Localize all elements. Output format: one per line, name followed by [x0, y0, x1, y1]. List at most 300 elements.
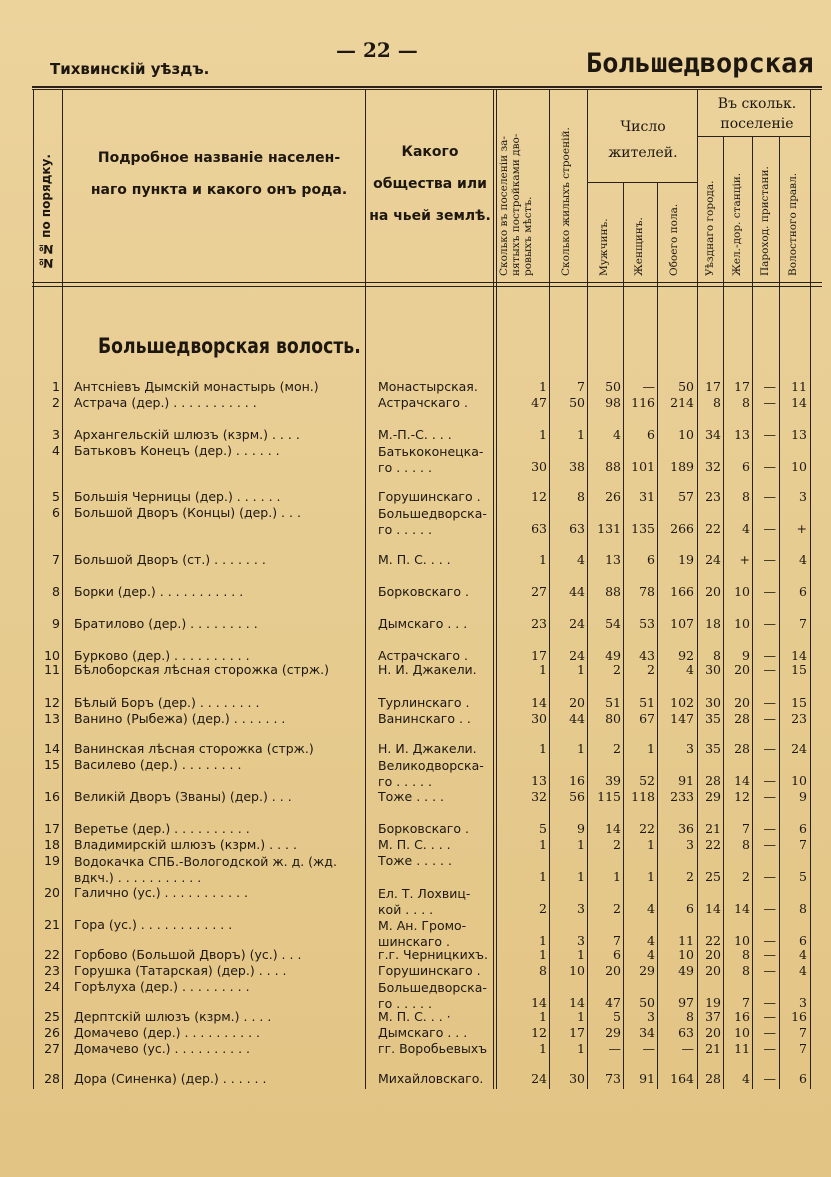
row-cell-m: 7	[613, 933, 621, 948]
row-cell-d4: 6	[799, 584, 807, 599]
row-cell-h: 1	[539, 1009, 547, 1024]
row-cell-m: 2	[613, 837, 621, 852]
row-cell-h: 1	[539, 741, 547, 756]
row-number: 7	[52, 552, 60, 567]
row-cell-d3: —	[763, 933, 776, 948]
row-cell-d4: 13	[791, 427, 807, 442]
row-cell-t: 2	[686, 869, 694, 884]
row-cell-d1: 30	[705, 662, 721, 677]
row-cell-w: 6	[647, 427, 655, 442]
row-cell-t: 166	[670, 584, 694, 599]
row-place-name: Бурково (дер.) . . . . . . . . . .	[74, 649, 250, 663]
row-cell-d1: 34	[705, 427, 721, 442]
row-cell-d3: —	[763, 662, 776, 677]
row-number: 26	[44, 1025, 60, 1040]
row-cell-d2: 28	[734, 711, 750, 726]
row-cell-d3: —	[763, 1025, 776, 1040]
row-number: 6	[52, 505, 60, 520]
row-cell-d1: 14	[705, 901, 721, 916]
row-cell-d3: —	[763, 711, 776, 726]
row-cell-t: 3	[686, 741, 694, 756]
row-cell-t: 214	[670, 395, 694, 410]
row-cell-h: 30	[531, 711, 547, 726]
row-cell-b: 38	[569, 459, 585, 474]
row-cell-d2: 8	[742, 489, 750, 504]
row-cell-m: 39	[605, 773, 621, 788]
row-cell-d2: +	[739, 552, 750, 567]
row-cell-m: 2	[613, 741, 621, 756]
row-society: Н. И. Джакели.	[378, 742, 477, 756]
row-cell-b: 16	[569, 773, 585, 788]
row-society: Михайловскаго.	[378, 1072, 484, 1086]
row-cell-t: 36	[678, 821, 694, 836]
row-cell-t: 11	[678, 933, 694, 948]
row-number: 14	[44, 741, 60, 756]
row-cell-d3: —	[763, 552, 776, 567]
row-cell-d3: —	[763, 695, 776, 710]
row-society: Монастырская.	[378, 380, 478, 394]
row-cell-t: 63	[678, 1025, 694, 1040]
row-cell-h: 1	[539, 837, 547, 852]
row-cell-d3: —	[763, 773, 776, 788]
row-cell-d2: 8	[742, 395, 750, 410]
row-number: 11	[44, 662, 60, 677]
row-cell-h: 17	[531, 648, 547, 663]
row-society: Борковскаго .	[378, 585, 469, 599]
row-cell-w: 29	[639, 963, 655, 978]
county-title: Тихвинскій уѣздъ.	[50, 60, 210, 78]
row-cell-m: 4	[613, 427, 621, 442]
row-cell-w: 4	[647, 901, 655, 916]
row-cell-b: 1	[577, 1041, 585, 1056]
row-place-name: Ванино (Рыбежа) (дер.) . . . . . . .	[74, 712, 286, 726]
col-name-header: Подробное названіе населен- наго пункта и какого онъ рода.	[90, 150, 348, 198]
row-cell-w: 43	[639, 648, 655, 663]
row-number: 10	[44, 648, 60, 663]
row-cell-d2: 7	[742, 821, 750, 836]
row-cell-d3: —	[763, 1009, 776, 1024]
row-cell-h: 1	[539, 933, 547, 948]
row-cell-m: 13	[605, 552, 621, 567]
row-cell-b: 1	[577, 1009, 585, 1024]
col-dist-volost-header: Волостного правл.	[787, 172, 799, 276]
row-society: М. П. С. . . .	[378, 553, 451, 567]
col-women-header: Женщинъ.	[633, 217, 645, 276]
row-cell-d1: 24	[705, 552, 721, 567]
row-cell-h: 27	[531, 584, 547, 599]
row-number: 20	[44, 885, 60, 900]
row-cell-w: 1	[647, 837, 655, 852]
row-place-name: Дерптскій шлюзъ (кзрм.) . . . .	[74, 1010, 272, 1024]
row-cell-d3: —	[763, 489, 776, 504]
row-number: 9	[52, 616, 60, 631]
row-cell-h: 1	[539, 552, 547, 567]
row-cell-d1: 28	[705, 773, 721, 788]
row-society: Великодворска- го . . . . .	[378, 758, 484, 789]
row-cell-w: 118	[631, 789, 655, 804]
row-society: Большедворска- го . . . . .	[378, 506, 487, 537]
row-cell-m: 88	[605, 584, 621, 599]
col-dist-pier-header: Пароход. пристани.	[759, 166, 771, 276]
row-cell-h: 1	[539, 379, 547, 394]
row-cell-b: 44	[569, 711, 585, 726]
row-cell-b: 17	[569, 1025, 585, 1040]
row-cell-d4: 11	[791, 379, 807, 394]
row-place-name: Дора (Синенка) (дер.) . . . . . .	[74, 1072, 267, 1086]
row-cell-d1: 20	[705, 1025, 721, 1040]
row-cell-d4: 14	[791, 648, 807, 663]
row-cell-d1: 20	[705, 963, 721, 978]
row-cell-d2: 20	[734, 662, 750, 677]
row-society: Тоже . . . .	[378, 790, 445, 804]
page-number: — 22 —	[336, 38, 418, 62]
volost-title: Большедворская	[586, 48, 814, 79]
row-society: Астрачскаго .	[378, 649, 468, 663]
row-cell-w: 78	[639, 584, 655, 599]
row-cell-w: 50	[639, 995, 655, 1010]
row-cell-h: 1	[539, 869, 547, 884]
row-cell-b: 1	[577, 427, 585, 442]
row-cell-d4: 4	[799, 947, 807, 962]
row-place-name: Василево (дер.) . . . . . . . .	[74, 758, 242, 772]
row-cell-h: 1	[539, 947, 547, 962]
row-place-name: Большія Черницы (дер.) . . . . . .	[74, 490, 281, 504]
row-cell-m: 115	[597, 789, 621, 804]
row-cell-t: 57	[678, 489, 694, 504]
row-cell-d3: —	[763, 821, 776, 836]
row-cell-h: 5	[539, 821, 547, 836]
row-cell-d4: 15	[791, 695, 807, 710]
row-cell-b: 3	[577, 901, 585, 916]
row-cell-d3: —	[763, 459, 776, 474]
row-cell-d4: 10	[791, 459, 807, 474]
row-cell-w: 52	[639, 773, 655, 788]
row-number: 12	[44, 695, 60, 710]
row-society: М.-П.-С. . . .	[378, 428, 452, 442]
row-number: 4	[52, 443, 60, 458]
row-cell-w: 53	[639, 616, 655, 631]
row-cell-d4: 7	[799, 616, 807, 631]
row-society: Тоже . . . . .	[378, 854, 452, 868]
row-society: Дымскаго . . .	[378, 617, 468, 631]
row-cell-w: 101	[631, 459, 655, 474]
row-cell-b: 56	[569, 789, 585, 804]
row-society: Ванинскаго . .	[378, 712, 471, 726]
row-cell-h: 30	[531, 459, 547, 474]
row-cell-b: 24	[569, 616, 585, 631]
row-cell-d2: 13	[734, 427, 750, 442]
row-cell-m: 88	[605, 459, 621, 474]
row-society: М. П. С. . . ·	[378, 1010, 451, 1024]
row-cell-h: 63	[531, 521, 547, 536]
row-cell-d2: 28	[734, 741, 750, 756]
row-cell-d2: 8	[742, 963, 750, 978]
row-cell-b: 20	[569, 695, 585, 710]
row-cell-m: 26	[605, 489, 621, 504]
row-cell-t: 92	[678, 648, 694, 663]
row-cell-d4: 7	[799, 1041, 807, 1056]
row-place-name: Горушка (Татарская) (дер.) . . . .	[74, 964, 287, 978]
row-cell-d1: 8	[713, 648, 721, 663]
row-place-name: Водокачка СПБ.-Вологодской ж. д. (жд. вдкч.) . . . . . . . . . . .	[74, 854, 337, 885]
row-cell-w: 135	[631, 521, 655, 536]
row-cell-b: 3	[577, 933, 585, 948]
row-cell-d1: 28	[705, 1071, 721, 1086]
row-number: 2	[52, 395, 60, 410]
row-cell-d4: 7	[799, 837, 807, 852]
row-cell-d4: 6	[799, 821, 807, 836]
row-cell-d1: 20	[705, 947, 721, 962]
row-cell-w: 6	[647, 552, 655, 567]
row-cell-w: 22	[639, 821, 655, 836]
row-cell-m: 131	[597, 521, 621, 536]
row-cell-h: 47	[531, 395, 547, 410]
row-number: 19	[44, 853, 60, 868]
row-number: 23	[44, 963, 60, 978]
row-cell-b: 9	[577, 821, 585, 836]
row-cell-w: 67	[639, 711, 655, 726]
row-society: Дымскаго . . .	[378, 1026, 468, 1040]
row-cell-d1: 37	[705, 1009, 721, 1024]
row-place-name: Большой Дворъ (ст.) . . . . . . .	[74, 553, 266, 567]
row-cell-t: 147	[670, 711, 694, 726]
row-cell-d3: —	[763, 789, 776, 804]
row-cell-d2: 8	[742, 947, 750, 962]
row-place-name: Архангельскій шлюзъ (кзрм.) . . . .	[74, 428, 300, 442]
row-cell-d3: —	[763, 837, 776, 852]
col-society-header: Какого общества или на чьей землѣ.	[369, 144, 491, 224]
row-number: 17	[44, 821, 60, 836]
row-number: 13	[44, 711, 60, 726]
row-cell-d1: 25	[705, 869, 721, 884]
row-cell-d2: 10	[734, 616, 750, 631]
row-cell-d2: 8	[742, 837, 750, 852]
row-cell-t: 6	[686, 901, 694, 916]
row-cell-m: 5	[613, 1009, 621, 1024]
row-cell-b: 1	[577, 741, 585, 756]
row-cell-w: 4	[647, 947, 655, 962]
row-cell-d4: 15	[791, 662, 807, 677]
row-cell-d4: 16	[791, 1009, 807, 1024]
row-cell-w: 116	[631, 395, 655, 410]
row-cell-d3: —	[763, 616, 776, 631]
row-place-name: Великій Дворъ (Званы) (дер.) . . .	[74, 790, 292, 804]
col-distance-header: Въ скольк. поселеніе	[717, 96, 797, 132]
row-place-name: Батьковъ Конецъ (дер.) . . . . . .	[74, 444, 280, 458]
row-society: М. Ан. Громо- шинскаго .	[378, 918, 467, 949]
row-cell-t: 10	[678, 947, 694, 962]
row-cell-w: 31	[639, 489, 655, 504]
row-cell-m: 6	[613, 947, 621, 962]
row-cell-d1: 29	[705, 789, 721, 804]
row-cell-d3: —	[763, 901, 776, 916]
row-cell-h: 12	[531, 1025, 547, 1040]
row-cell-d2: 17	[734, 379, 750, 394]
row-cell-h: 1	[539, 1041, 547, 1056]
row-cell-d1: 23	[705, 489, 721, 504]
row-cell-m: 50	[605, 379, 621, 394]
row-cell-d2: 12	[734, 789, 750, 804]
row-cell-m: 2	[613, 662, 621, 677]
row-cell-h: 8	[539, 963, 547, 978]
row-cell-m: 47	[605, 995, 621, 1010]
row-cell-b: 14	[569, 995, 585, 1010]
row-cell-t: 107	[670, 616, 694, 631]
row-cell-d2: 14	[734, 901, 750, 916]
row-place-name: Галично (ус.) . . . . . . . . . . .	[74, 886, 248, 900]
row-cell-d3: —	[763, 427, 776, 442]
row-cell-d4: 4	[799, 963, 807, 978]
row-cell-d4: 3	[799, 489, 807, 504]
row-number: 5	[52, 489, 60, 504]
row-cell-b: 7	[577, 379, 585, 394]
row-cell-m: 2	[613, 901, 621, 916]
row-cell-h: 2	[539, 901, 547, 916]
row-place-name: Гора (ус.) . . . . . . . . . . . .	[74, 918, 233, 932]
col-residents-header: Число жителей.	[608, 119, 678, 161]
row-cell-t: 266	[670, 521, 694, 536]
row-society: Ел. Т. Лохвиц- кой . . . .	[378, 886, 471, 917]
row-cell-b: 63	[569, 521, 585, 536]
row-cell-d2: 10	[734, 933, 750, 948]
row-number: 18	[44, 837, 60, 852]
col-total-header: Обоего пола.	[668, 203, 680, 276]
row-cell-d1: 21	[705, 821, 721, 836]
row-cell-d4: 24	[791, 741, 807, 756]
row-cell-d3: —	[763, 947, 776, 962]
row-cell-t: 91	[678, 773, 694, 788]
row-number: 27	[44, 1041, 60, 1056]
row-cell-t: 49	[678, 963, 694, 978]
row-place-name: Владимирскій шлюзъ (кзрм.) . . . .	[74, 838, 297, 852]
row-place-name: Бѣлоборская лѣсная сторожка (стрж.)	[74, 663, 329, 677]
row-cell-d2: 7	[742, 995, 750, 1010]
row-cell-d1: 22	[705, 837, 721, 852]
row-cell-t: 3	[686, 837, 694, 852]
row-cell-w: 2	[647, 662, 655, 677]
row-cell-d4: 5	[799, 869, 807, 884]
row-cell-d3: —	[763, 741, 776, 756]
row-cell-t: 97	[678, 995, 694, 1010]
row-cell-b: 50	[569, 395, 585, 410]
row-cell-w: 3	[647, 1009, 655, 1024]
row-cell-d3: —	[763, 648, 776, 663]
row-cell-m: 1	[613, 869, 621, 884]
row-cell-h: 32	[531, 789, 547, 804]
row-cell-w: —	[642, 379, 655, 394]
row-cell-d1: 8	[713, 395, 721, 410]
row-cell-d1: 22	[705, 521, 721, 536]
row-number: 24	[44, 979, 60, 994]
row-cell-w: 51	[639, 695, 655, 710]
row-cell-t: 102	[670, 695, 694, 710]
row-cell-d2: 20	[734, 695, 750, 710]
row-cell-d3: —	[763, 963, 776, 978]
row-cell-m: 20	[605, 963, 621, 978]
row-cell-h: 24	[531, 1071, 547, 1086]
row-cell-d4: +	[796, 521, 807, 536]
row-place-name: Борки (дер.) . . . . . . . . . . .	[74, 585, 244, 599]
row-place-name: Домачево (ус.) . . . . . . . . . .	[74, 1042, 251, 1056]
row-cell-w: 4	[647, 933, 655, 948]
row-cell-d2: 4	[742, 521, 750, 536]
row-cell-b: 30	[569, 1071, 585, 1086]
row-cell-b: 8	[577, 489, 585, 504]
row-cell-b: 1	[577, 869, 585, 884]
row-cell-m: —	[608, 1041, 621, 1056]
section-title: Большедворская волость.	[98, 334, 361, 358]
row-cell-d2: 9	[742, 648, 750, 663]
row-cell-d3: —	[763, 1041, 776, 1056]
row-cell-d4: 7	[799, 1025, 807, 1040]
row-number: 22	[44, 947, 60, 962]
row-cell-w: —	[642, 1041, 655, 1056]
row-cell-d4: 14	[791, 395, 807, 410]
row-cell-m: 80	[605, 711, 621, 726]
row-cell-d1: 35	[705, 711, 721, 726]
row-cell-h: 14	[531, 695, 547, 710]
row-cell-d1: 20	[705, 584, 721, 599]
row-society: Горушинскаго .	[378, 964, 481, 978]
row-society: Н. И. Джакели.	[378, 663, 477, 677]
row-cell-b: 1	[577, 837, 585, 852]
row-cell-d4: 4	[799, 552, 807, 567]
row-society: Большедворска- го . . . . .	[378, 980, 487, 1011]
row-society: г.г. Черницкихъ.	[378, 948, 488, 962]
row-cell-t: —	[681, 1041, 694, 1056]
row-cell-d4: 3	[799, 995, 807, 1010]
row-cell-w: 91	[639, 1071, 655, 1086]
row-number: 8	[52, 584, 60, 599]
row-society: Астрачскаго .	[378, 396, 468, 410]
row-place-name: Большой Дворъ (Концы) (дер.) . . .	[74, 506, 301, 520]
row-cell-b: 4	[577, 552, 585, 567]
row-cell-t: 8	[686, 1009, 694, 1024]
row-cell-m: 49	[605, 648, 621, 663]
row-cell-b: 24	[569, 648, 585, 663]
row-cell-w: 1	[647, 741, 655, 756]
row-cell-d1: 19	[705, 995, 721, 1010]
row-number: 1	[52, 379, 60, 394]
row-society: гг. Воробьевыхъ	[378, 1042, 488, 1056]
row-place-name: Горѣлуха (дер.) . . . . . . . . .	[74, 980, 250, 994]
row-place-name: Горбово (Большой Дворъ) (ус.) . . .	[74, 948, 302, 962]
row-cell-b: 44	[569, 584, 585, 599]
row-number: 3	[52, 427, 60, 442]
row-cell-d2: 16	[734, 1009, 750, 1024]
row-place-name: Астрача (дер.) . . . . . . . . . . .	[74, 396, 257, 410]
row-cell-h: 13	[531, 773, 547, 788]
row-cell-m: 98	[605, 395, 621, 410]
row-cell-w: 34	[639, 1025, 655, 1040]
row-number: 16	[44, 789, 60, 804]
row-cell-d3: —	[763, 1071, 776, 1086]
row-cell-w: 1	[647, 869, 655, 884]
row-society: Турлинскаго .	[378, 696, 470, 710]
row-society: М. П. С. . . .	[378, 838, 451, 852]
row-society: Борковскаго .	[378, 822, 469, 836]
row-cell-h: 1	[539, 427, 547, 442]
row-cell-h: 23	[531, 616, 547, 631]
row-place-name: Бѣлый Боръ (дер.) . . . . . . . .	[74, 696, 260, 710]
col-num-header: №№ по порядку.	[39, 154, 53, 270]
row-society: Горушинскаго .	[378, 490, 481, 504]
row-cell-d3: —	[763, 584, 776, 599]
row-number: 28	[44, 1071, 60, 1086]
row-cell-m: 29	[605, 1025, 621, 1040]
row-place-name: Веретье (дер.) . . . . . . . . . .	[74, 822, 250, 836]
row-cell-b: 1	[577, 662, 585, 677]
